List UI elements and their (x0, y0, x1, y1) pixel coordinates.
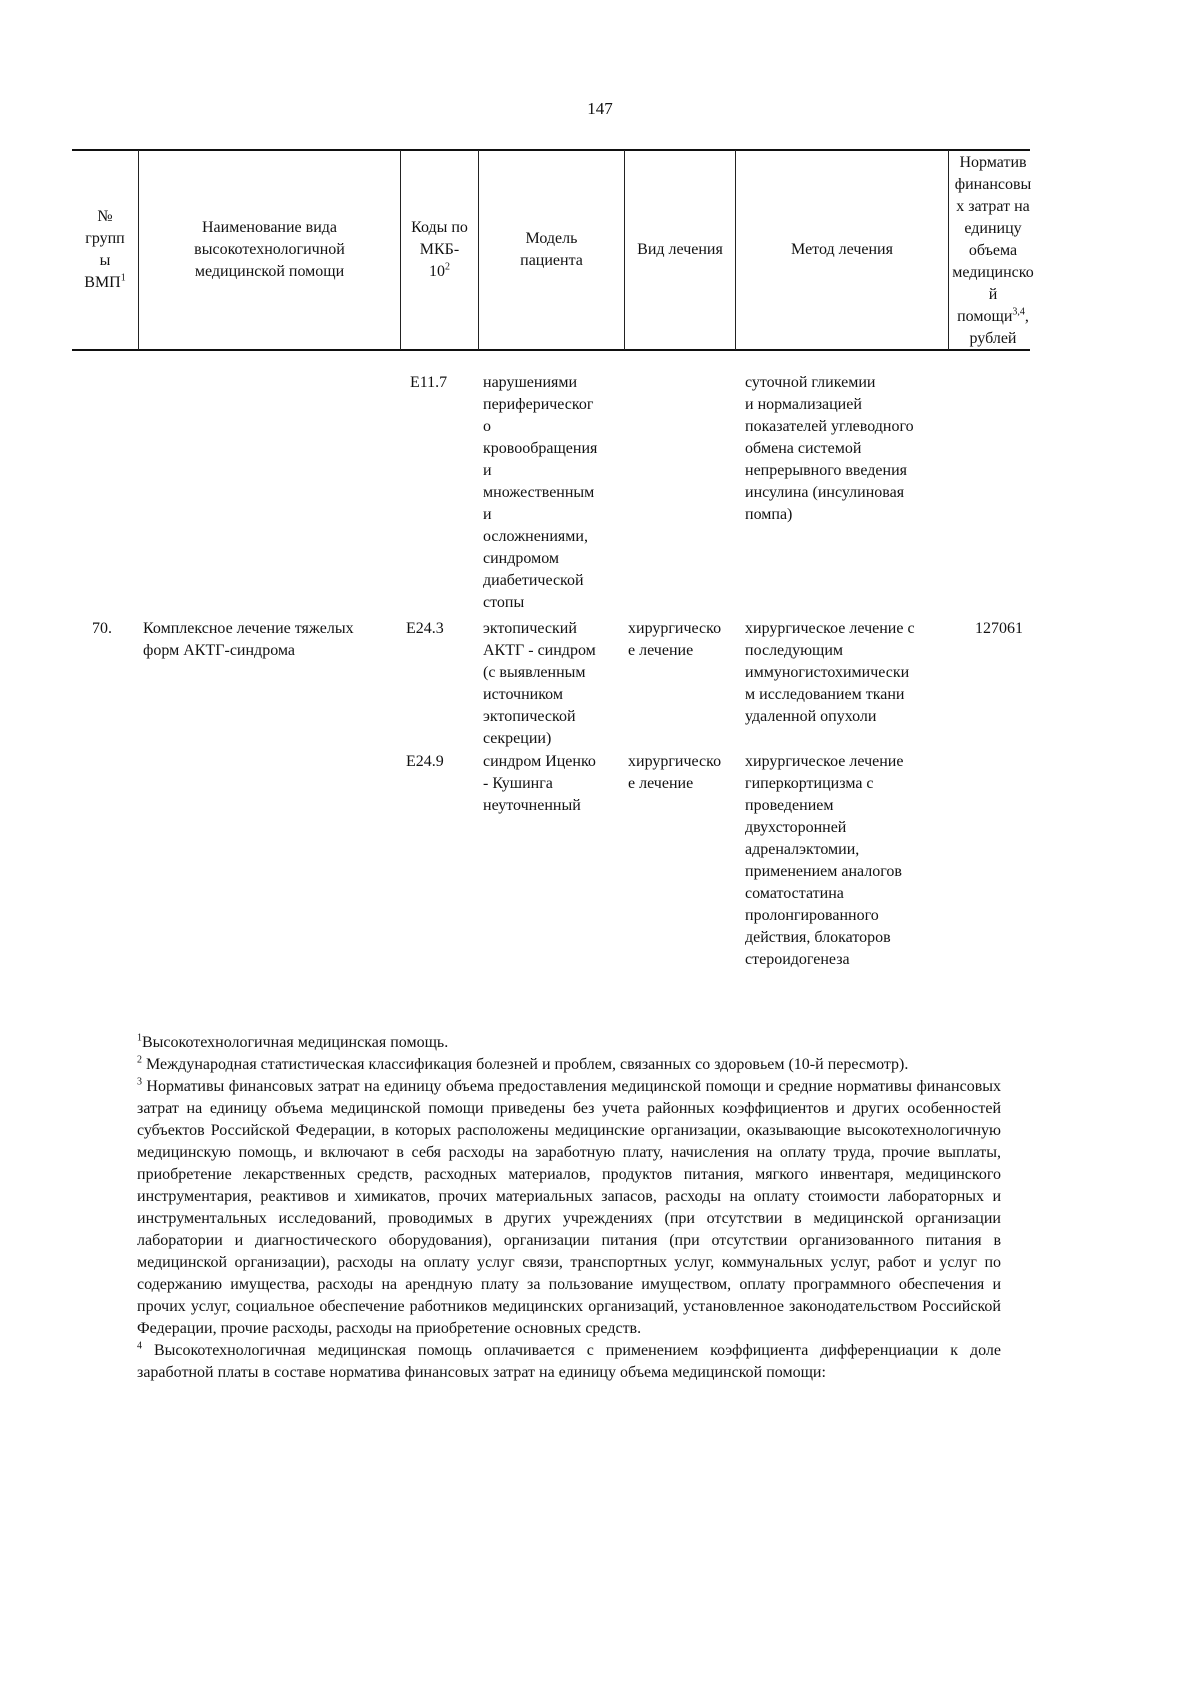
treatment-method: хирургическое лечение гиперкортицизма с проведением двухсторонней адреналэктомии, применением аналогов соматостатина пролонгированного действия, блокаторов стероидогенеза (745, 753, 904, 968)
treatment-method: суточной гликемии и нормализацией показателей углеводного обмена системой непрерывного введения инсулина (инсулиновая помпа) (745, 374, 914, 523)
treatment-type: хирургическо е лечение (628, 753, 722, 792)
treatment-type: хирургическо е лечение (628, 620, 722, 659)
header-group-number: № групп ы ВМП$^1$ (84, 208, 126, 291)
treatment-method: хирургическое лечение с последующим иммуногистохимически м исследованием ткани удаленной опухоли (745, 620, 915, 725)
patient-model: эктопический АКТГ - синдром (с выявленным источником эктопической секреции) (483, 620, 596, 747)
header-treatment-type: Вид лечения (637, 241, 723, 258)
header-cost-norm: Норматив финансовы х затрат на единицу объема медицинско й помощи$^{3,4}$, рублей (952, 154, 1034, 347)
header-icd-codes: Коды по МКБ- $10^2$ (411, 219, 468, 280)
cost-norm: 127061 (975, 620, 1023, 637)
footnote-3: $^3$ Нормативы финансовых затрат на единицу объема предоставления медицинской помощи и средние нормативы финансовых затрат на единицу объема медицинской помощи приведены без учета районных коэффициентов и других особенностей субъектов Российской Федерации, в которых расположены медицинские организации, оказывающие высокотехнологичную медицинскую помощь, и включают в себя расходы на заработную плату, начисления на оплату труда, прочие выплаты, приобретение лекарственных средств, расходных материалов, продуктов питания, мягкого инвентаря, медицинского инструментария, реактивов и химикатов, прочих материальных запасов, расходы на оплату стоимости лабораторных и инструментальных исследований, проводимых в других учреждениях (при отсутствии в медицинской организации лаборатории и диагностического оборудования), организации питания (при отсутствии организованного питания в медицинской организации), расходы на оплату услуг связи, транспортных услуг, коммунальных услуг, работ и услуг по содержанию имущества, расходы на арендную плату за пользование имуществом, оплату программного обеспечения и прочих услуг, социальное обеспечение работников медицинских организаций, установленное законодательством Российской Федерации, прочие расходы, расходы на приобретение основных средств. (137, 1076, 1001, 1337)
page-number: 147 (587, 99, 613, 118)
patient-model: синдром Иценко - Кушинга неуточненный (483, 753, 596, 814)
care-name: Комплексное лечение тяжелых форм АКТГ-синдрома (143, 620, 354, 659)
header-care-name: Наименование вида высокотехнологичной медицинской помощи (194, 219, 345, 280)
group-number: 70. (92, 620, 112, 637)
icd-code: E24.3 (406, 620, 444, 637)
header-patient-model: Модель пациента (520, 230, 583, 269)
footnote-1: $^1$Высокотехнологичная медицинская помощь. (137, 1032, 449, 1051)
icd-code: E24.9 (406, 753, 444, 770)
footnotes (137, 1032, 1001, 1384)
patient-model: нарушениями периферическог о кровообращения и множественным и осложнениями, синдромом диабетической стопы (483, 374, 598, 611)
footnote-4: $^4$ Высокотехнологичная медицинская помощь оплачивается с применением коэффициента дифференциации к доле заработной платы в составе норматива финансовых затрат на единицу объема медицинской помощи: (137, 1340, 1001, 1381)
header-treatment-method: Метод лечения (791, 241, 893, 258)
icd-code: E11.7 (410, 374, 448, 391)
footnote-2: $^2$ Международная статистическая классификация болезней и проблем, связанных со здоровьем (10-й пересмотр). (137, 1054, 909, 1073)
